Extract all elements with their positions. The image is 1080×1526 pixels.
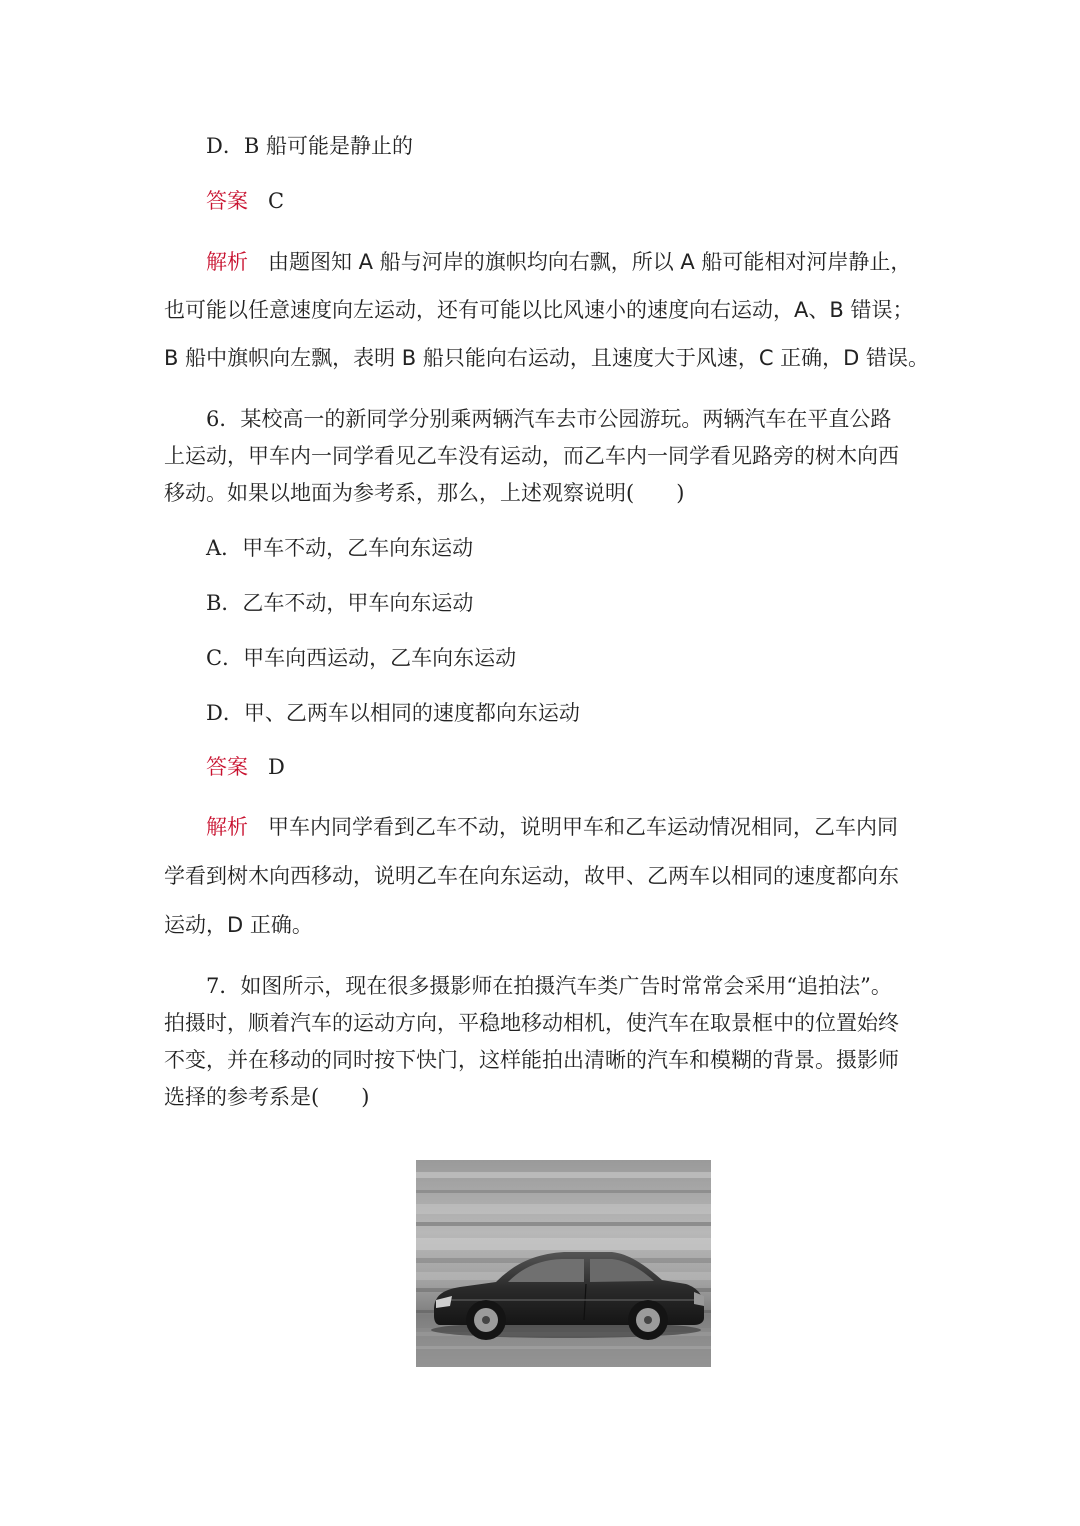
- q5-analysis-line-1: [206, 247, 911, 277]
- answer-label: 答案: [206, 755, 248, 779]
- answer-label: 答案: [206, 189, 248, 213]
- answer-value: D: [268, 755, 285, 779]
- q6-stem-line-3: 移动。如果以地面为参考系，那么，上述观察说明( ): [164, 481, 685, 505]
- q6-analysis-line-2: 学看到树木向西移动，说明乙车在向东运动，故甲、乙两车以相同的速度都向东: [164, 864, 899, 888]
- car-photo: [416, 1160, 711, 1367]
- q6-analysis-line-1: [206, 812, 898, 842]
- q7-stem-line-4: 选择的参考系是( ): [164, 1085, 370, 1109]
- q6-option-c: C．甲车向西运动，乙车向东运动: [206, 646, 517, 670]
- q6-stem-line-2: 上运动，甲车内一同学看见乙车没有运动，而乙车内一同学看见路旁的树木向西: [164, 444, 899, 468]
- panning-car-image: [416, 1160, 711, 1367]
- q7-stem-line-3: 不变，并在移动的同时按下快门，这样能拍出清晰的汽车和模糊的背景。摄影师: [164, 1048, 899, 1072]
- analysis-text: 甲车内同学看到乙车不动，说明甲车和乙车运动情况相同，乙车内同: [268, 815, 898, 839]
- q6-analysis-line-3: 运动，D 正确。: [164, 913, 313, 937]
- q5-analysis-line-3: B 船中旗帜向左飘，表明 B 船只能向右运动，且速度大于风速，C 正确，D 错误。: [164, 346, 930, 370]
- q6-option-b: B．乙车不动，甲车向东运动: [206, 591, 474, 615]
- q6-stem-line-1: 6．某校高一的新同学分别乘两辆汽车去市公园游玩。两辆汽车在平直公路: [206, 407, 892, 431]
- q6-answer: [206, 752, 285, 782]
- q5-answer: [206, 186, 284, 216]
- q6-option-d: D．甲、乙两车以相同的速度都向东运动: [206, 701, 580, 725]
- analysis-label: 解析: [206, 250, 248, 274]
- q5-option-d: D．B 船可能是静止的: [206, 134, 413, 158]
- q7-stem-line-1: 7．如图所示，现在很多摄影师在拍摄汽车类广告时常常会采用“追拍法”。: [206, 974, 892, 998]
- analysis-text: 由题图知 A 船与河岸的旗帜均向右飘，所以 A 船可能相对河岸静止，: [268, 250, 912, 274]
- q5-analysis-line-2: 也可能以任意速度向左运动，还有可能以比风速小的速度向右运动，A、B 错误；: [164, 298, 914, 322]
- q7-stem-line-2: 拍摄时，顺着汽车的运动方向，平稳地移动相机，使汽车在取景框中的位置始终: [164, 1011, 899, 1035]
- analysis-label: 解析: [206, 815, 248, 839]
- q6-option-a: A．甲车不动，乙车向东运动: [206, 536, 474, 560]
- answer-value: C: [268, 189, 285, 213]
